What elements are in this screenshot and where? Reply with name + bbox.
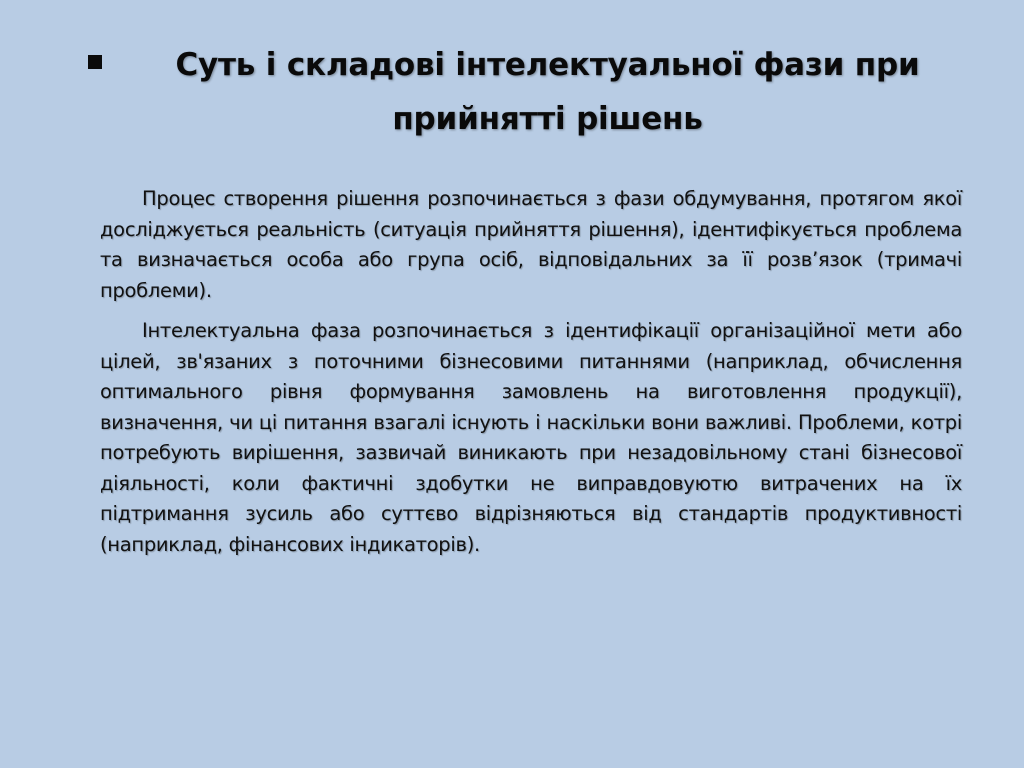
slide-title: Суть і складові інтелектуальної фази при прийнятті рішень [175,47,920,137]
paragraph-1: Процес створення рішення розпочинається з фази обдумування, протягом якої досліджується реальність (ситуація прийняття рішення), ідентифікується проблема та визначається особа або група осіб, відповідальних за її розв’язок (тримачі проблеми). [100,187,962,302]
slide-body [100,184,962,570]
paragraph-2: Інтелектуальна фаза розпочинається з ідентифікації організаційної мети або цілей, зв'язаних з поточними бізнесовими питаннями (наприклад, обчислення оптимального рівня формування замовлень на виготовлення продукції), визначення, чи ці питання взагалі існують і наскільки вони важливі. Проблеми, котрі потребують вирішення, зазвичай виникають при незадовільному стані бізнесової діяльності, коли фактичні здобутки не виправдовуютю витрачених на їх підтримання зусиль або суттєво відрізняються від стандартів продуктивності (наприклад, фінансових індикаторів). [100,319,962,556]
title-block [80,38,960,146]
square-bullet-icon [88,55,102,69]
